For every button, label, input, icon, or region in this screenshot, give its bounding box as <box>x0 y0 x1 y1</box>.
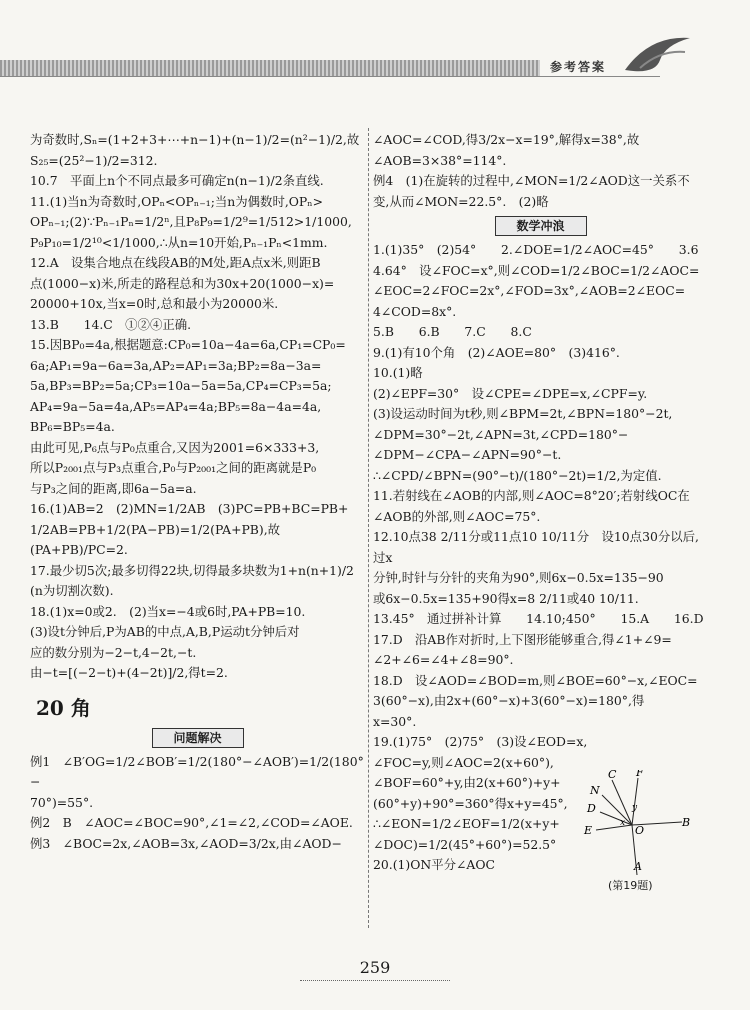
problem-solving-box: 问题解决 <box>152 728 244 748</box>
text-line: 例4 (1)在旋转的过程中,∠MON=1/2∠AOD这一关系不 <box>373 173 690 188</box>
text-line: 点(1000−x)米,所走的路程总和为30x+20(1000−x)= <box>30 275 335 291</box>
label-y: y <box>632 803 638 813</box>
text-line: ∠FOC=y,则∠AOC=2(x+60°), <box>373 754 554 770</box>
label-D: D <box>587 802 596 815</box>
text-line: 6a;AP₁=9a−6a=3a,AP₂=AP₁=3a;BP₂=8a−3a= <box>30 357 322 373</box>
text-line: (n为切割次数). <box>30 583 114 598</box>
text-line: P₉P₁₀=1/2¹⁰<1/1000,∴从n=10开始,Pₙ₋₁Pₙ<1mm. <box>30 234 328 250</box>
page-number: 259 <box>359 958 391 977</box>
angle-figure <box>582 770 692 884</box>
text-line: 5.B 6.B 7.C 8.C <box>373 324 532 339</box>
text-line: 70°)=55°. <box>30 794 94 810</box>
text-line: 应的数分别为−2−t,4−2t,−t. <box>30 644 197 660</box>
text-line: 例3 ∠BOC=2x,∠AOB=3x,∠AOD=3/2x,由∠AOD− <box>30 835 342 851</box>
label-C: C <box>608 770 617 781</box>
text-line: ∠AOB=3×38°=114°. <box>373 152 507 168</box>
label-F: F <box>636 770 644 779</box>
text-line: 4.64° 设∠FOC=x°,则∠COD=1/2∠BOC=1/2∠AOC= <box>373 262 700 278</box>
text-line: ∠BOF=60°+y,由2(x+60°)+y+ <box>373 775 561 790</box>
text-line: 为奇数时,Sₙ=(1+2+3+⋯+n−1)+(n−1)/2=(n²−1)/2,故 <box>30 132 360 147</box>
left-column <box>30 130 365 854</box>
section-heading <box>36 694 365 722</box>
text-line: ∠AOB的外部,则∠AOC=75°. <box>373 508 541 524</box>
text-line: 17.D 沿AB作对折时,上下图形能够重合,得∠1+∠9= <box>373 631 672 647</box>
text-line: 10.7 平面上n个不同点最多可确定n(n−1)/2条直线. <box>30 173 324 188</box>
header-rule <box>0 76 660 77</box>
text-line: 3(60°−x),由2x+(60°−x)+3(60°−x)=180°,得 <box>373 693 645 708</box>
text-line: BP₆=BP₅=4a. <box>30 419 115 434</box>
column-divider <box>368 128 369 928</box>
text-line: 由−t=[(−2−t)+(4−2t)]/2,得t=2. <box>30 665 228 680</box>
text-line: 18.D 设∠AOD=∠BOD=m,则∠BOE=60°−x,∠EOC= <box>373 672 698 688</box>
label-O: O <box>635 824 645 837</box>
text-line: 15.因BP₀=4a,根据题意:CP₀=10a−4a=6a,CP₁=CP₀= <box>30 337 346 352</box>
math-surfing-box: 数学冲浪 <box>495 216 587 236</box>
text-line: ∴∠CPD/∠BPN=(90°−t)/(180°−2t)=1/2,为定值. <box>373 467 662 483</box>
text-line: 1/2AB=PB+1/2(PA−PB)=1/2(PA+PB),故(PA+PB)/PC=2. <box>30 521 281 557</box>
text-line: 12.10点38 2/11分或11点10 10/11分 设10点30分以后,过x <box>373 529 699 565</box>
label-N: N <box>590 784 600 797</box>
text-line: S₂₅=(25²−1)/2=312. <box>30 152 158 168</box>
text-line: 4∠COD=8x°. <box>373 303 457 319</box>
text-line: 例1 ∠B′OG=1/2∠BOB′=1/2(180°−∠AOB′)=1/2(180°− <box>30 753 364 789</box>
text-line: 5a,BP₃=BP₂=5a;CP₃=10a−5a=5a,CP₄=CP₃=5a; <box>30 378 332 393</box>
text-line: 11.若射线在∠AOB的内部,则∠AOC=8°20′;若射线OC在 <box>373 488 690 503</box>
text-line: 9.(1)有10个角 (2)∠AOE=80° (3)416°. <box>373 344 620 360</box>
label-x: x <box>620 818 626 828</box>
section-number: 20 <box>36 695 64 720</box>
swirl-logo-icon <box>620 30 700 84</box>
header-bar <box>0 60 540 76</box>
text-line: (3)设运动时间为t秒,则∠BPM=2t,∠BPN=180°−2t, <box>373 406 673 421</box>
right-column <box>373 130 708 876</box>
text-line: 例2 B ∠AOC=∠BOC=90°,∠1=∠2,∠COD=∠AOE. <box>30 815 353 830</box>
text-line: 20.(1)ON平分∠AOC <box>373 857 496 872</box>
text-line: 或6x−0.5x=135+90得x=8 2/11或40 10/11. <box>373 590 639 606</box>
text-line: 11.(1)当n为奇数时,OPₙ<OPₙ₋₁;当n为偶数时,OPₙ> <box>30 193 324 209</box>
text-line: 16.(1)AB=2 (2)MN=1/2AB (3)PC=PB+BC=PB+ <box>30 501 349 516</box>
text-line: AP₄=9a−5a=4a,AP₅=AP₄=4a;BP₅=8a−4a=4a, <box>30 398 322 414</box>
text-line: ∠EOC=2∠FOC=2x°,∠FOD=3x°,∠AOB=2∠EOC= <box>373 283 686 298</box>
text-line: OPₙ₋₁;(2)∵Pₙ₋₁Pₙ=1/2ⁿ,且P₈P₉=1/2⁹=1/512>1/1000, <box>30 214 352 229</box>
text-line: 与P₃之间的距离,即6a−5a=a. <box>30 480 197 496</box>
label-A: A <box>634 860 642 873</box>
header-title: 参考答案 <box>550 60 607 74</box>
text-line: 1.(1)35° (2)54° 2.∠DOE=1/2∠AOC=45° 3.6 <box>373 242 699 257</box>
text-line: x=30°. <box>373 713 417 729</box>
text-line: 20000+10x,当x=0时,总和最小为20000米. <box>30 296 279 311</box>
text-line: 10.(1)略 <box>373 365 423 380</box>
text-line: 变,从而∠MON=22.5°. (2)略 <box>373 193 549 209</box>
text-line: 由此可见,P₆点与P₀点重合,又因为2001=6×333+3, <box>30 439 320 455</box>
text-line: ∠DPM=30°−2t,∠APN=3t,∠CPD=180°− <box>373 426 629 442</box>
label-E: E <box>584 824 593 837</box>
text-line: 18.(1)x=0或2. (2)当x=−4或6时,PA+PB=10. <box>30 603 306 619</box>
text-line: (2)∠EPF=30° 设∠CPE=∠DPE=x,∠CPF=y. <box>373 385 648 401</box>
label-B: B <box>682 816 691 829</box>
text-line: 19.(1)75° (2)75° (3)设∠EOD=x, <box>373 734 588 749</box>
text-line: ∠DPM−∠CPA−∠APN=90°−t. <box>373 447 562 462</box>
text-line: 13.45° 通过拼补计算 14.10;450° 15.A 16.D <box>373 611 704 626</box>
text-line: ∴∠EON=1/2∠EOF=1/2(x+y+ <box>373 816 560 831</box>
text-line: 12.A 设集合地点在线段AB的M处,距A点x米,则距B <box>30 255 321 270</box>
text-line: ∠DOC)=1/2(45°+60°)=52.5° <box>373 836 557 852</box>
text-line: 17.最少切5次;最多切得22块,切得最多块数为1+n(n+1)/2 <box>30 562 354 578</box>
text-line: (3)设t分钟后,P为AB的中点,A,B,P运动t分钟后对 <box>30 624 300 639</box>
text-line: ∠2+∠6=∠4+∠8=90°. <box>373 652 514 667</box>
text-line: ∠AOC=∠COD,得3/2x−x=19°,解得x=38°,故 <box>373 132 640 147</box>
text-line: (60°+y)+90°=360°得x+y=45°, <box>373 795 568 811</box>
text-line: 所以P₂₀₀₁点与P₃点重合,P₀与P₂₀₀₁之间的距离就是P₀ <box>30 460 317 475</box>
text-line: 分钟,时针与分针的夹角为90°,则6x−0.5x=135−90 <box>373 570 664 585</box>
figure-caption: (第19题) <box>608 879 653 892</box>
section-title: 角 <box>70 695 91 720</box>
text-line: 13.B 14.C ①②④正确. <box>30 316 192 332</box>
page-dots <box>300 980 450 982</box>
